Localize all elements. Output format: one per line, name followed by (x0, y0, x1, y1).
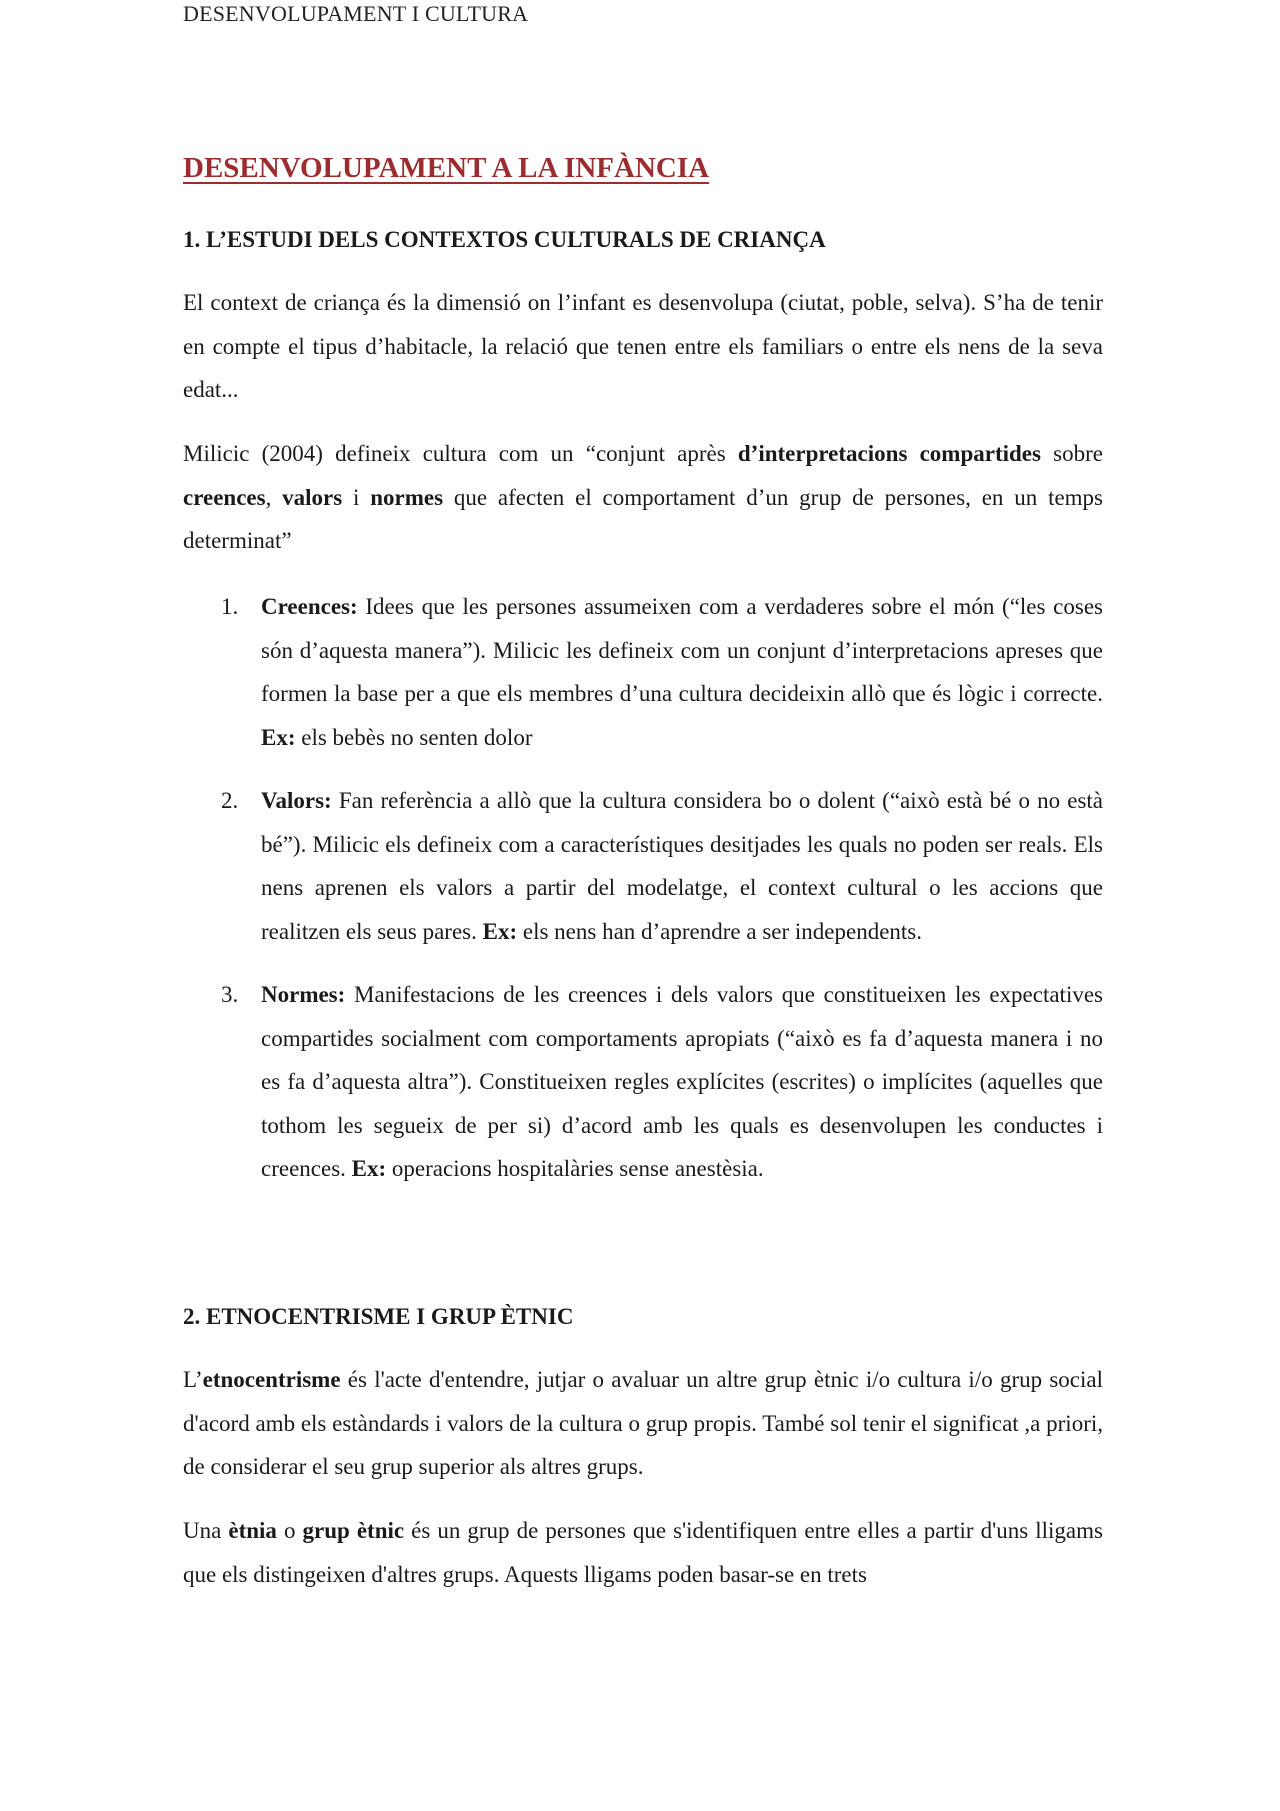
bold-run: d’interpretacions compartides (737, 441, 1041, 466)
text-run: Una (183, 1518, 229, 1543)
document-title: DESENVOLUPAMENT A LA INFÀNCIA (183, 152, 710, 184)
bold-run: normes (370, 484, 444, 510)
example-text: els bebès no senten dolor (295, 724, 533, 750)
list-term: Normes: (261, 982, 346, 1007)
text-run: o (276, 1518, 303, 1543)
running-header: DESENVOLUPAMENT I CULTURA (183, 1, 529, 26)
bold-run: grup ètnic (302, 1518, 405, 1543)
text-run: L’ (183, 1367, 203, 1392)
text-run: i (342, 484, 371, 510)
example-label: Ex: (351, 1156, 387, 1181)
list-term: Creences: (261, 594, 358, 619)
list-text: Idees que les persones assumeixen com a verdaderes sobre el món (“les coses són d’aquesta manera”). Milicic les defineix com un conjunt d’interpretacions apreses que formen la base per a que els membres d’una cultura decideixin allò que és lògic i correcte. (261, 594, 1103, 706)
concepts-list (183, 585, 1103, 1211)
section-1-paragraph-1: El context de criança és la dimensió on l’infant es desenvolupa (ciutat, poble, selva). S’ha de tenir en compte el tipus d’habitacle, la relació que tenen entre els familiars o entre els nens de la seva edat... (183, 290, 1103, 402)
bold-run: etnocentrisme (202, 1367, 341, 1392)
list-number: 1. (221, 594, 239, 619)
list-text: Manifestacions de les creences i dels valors que constitueixen les expectatives compartides socialment com comportaments apropiats (“això es fa d’aquesta manera i no es fa d’aquesta altra”). Constitueixen regles explícites (escrites) o implícites (aquelles que tothom les segueix de per si) d’acord amb les quals es desenvolupen les conductes i creences. (261, 982, 1103, 1181)
section-2-paragraph-2 (183, 1509, 1103, 1596)
list-term: Valors: (261, 788, 332, 813)
text-run: és l'acte d'entendre, jutjar o avaluar un altre grup ètnic i/o cultura i/o grup social d'acord amb els estàndards i valors de la cultura o grup propis. També sol tenir el significat ,a priori, de considerar el seu grup superior als altres grups. (183, 1367, 1103, 1479)
example-text: els nens han d’aprendre a ser independents. (517, 918, 923, 944)
list-item-creences (183, 585, 1103, 759)
bold-run: ètnia (228, 1518, 277, 1543)
section-1-heading: 1. L’ESTUDI DELS CONTEXTOS CULTURALS DE CRIANÇA (183, 227, 826, 252)
bold-run: valors (282, 484, 343, 510)
example-label: Ex: (261, 724, 296, 750)
example-text: operacions hospitalàries sense anestèsia. (386, 1156, 764, 1181)
list-number: 3. (221, 982, 239, 1007)
list-number: 2. (221, 788, 239, 813)
section-2-heading: 2. ETNOCENTRISME I GRUP ÈTNIC (183, 1304, 574, 1329)
example-label: Ex: (482, 918, 518, 944)
section-1-paragraph-2 (183, 432, 1103, 563)
list-text: Fan referència a allò que la cultura considera bo o dolent (“això està bé o no està bé”). Milicic els defineix com a característiques desitjades les quals no poden ser reals. Els nens aprenen els valors a partir del modelatge, el context cultural o les accions que realitzen els seus pares. (261, 788, 1103, 944)
section-2-paragraph-1 (183, 1358, 1103, 1489)
text-run: que afecten el comportament d’un grup de persones, en un temps determinat” (183, 484, 1104, 553)
text-run: és un grup de persones que s'identifiquen entre elles a partir d'uns lligams que els distingeixen d'altres grups. Aquests lligams poden basar-se en trets (183, 1518, 1103, 1587)
bold-run: creences (183, 484, 266, 510)
text-run: sobre (1040, 441, 1103, 466)
text-run: Milicic (2004) defineix cultura com un “conjunt après (183, 441, 738, 466)
text-run: , (265, 484, 283, 510)
list-item-valors (183, 779, 1103, 953)
list-item-normes (183, 973, 1103, 1191)
